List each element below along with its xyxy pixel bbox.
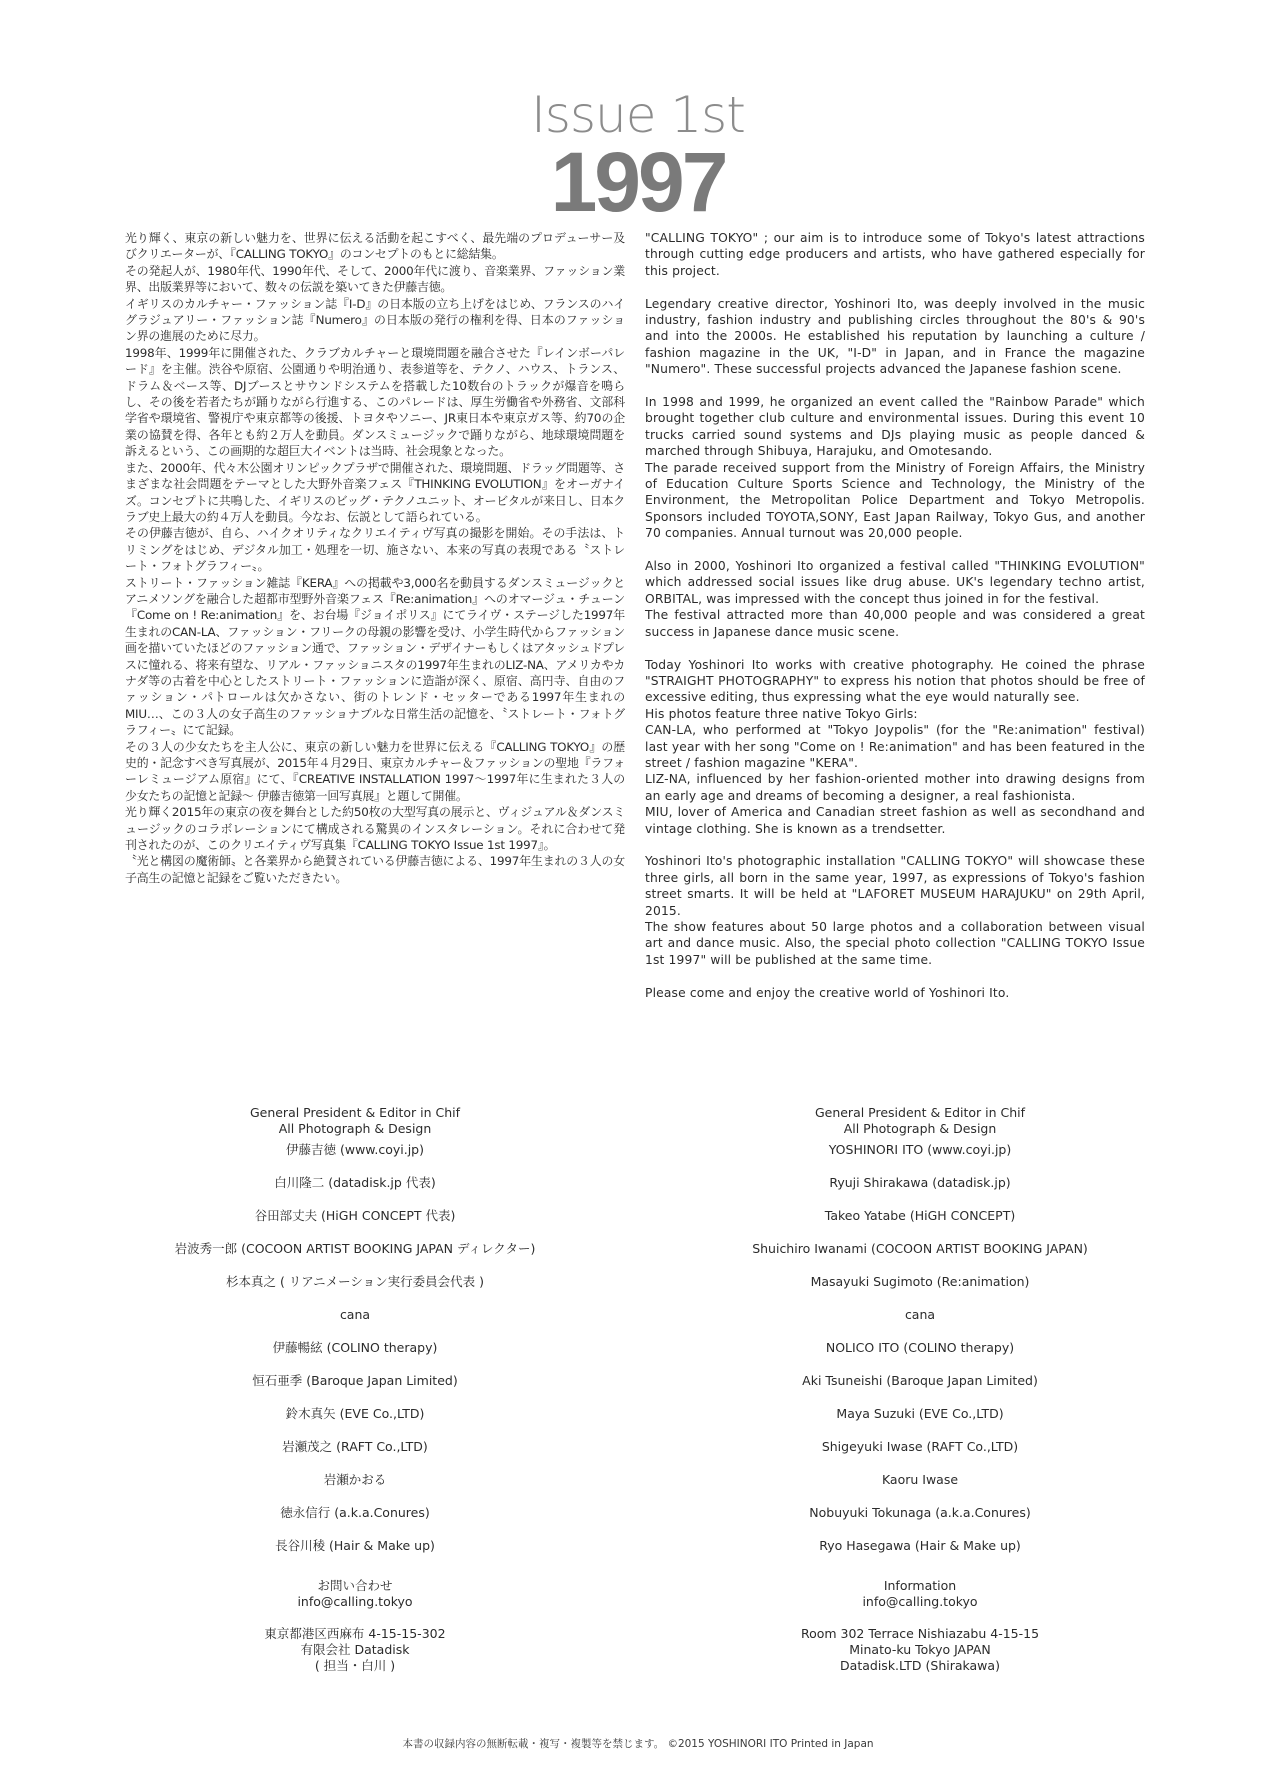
contact-address-line: 東京都港区西麻布 4-15-15-302 bbox=[264, 1626, 446, 1641]
credit-line: 白川隆二 (datadisk.jp 代表) bbox=[274, 1175, 436, 1190]
credit-line: 伊藤吉徳 (www.coyi.jp) bbox=[286, 1142, 424, 1157]
copyright-footer: 本書の収録内容の無断転載・複写・複製等を禁じます。 ©2015 YOSHINORI ITO Printed in Japan bbox=[402, 1738, 874, 1750]
jp-paragraph: 1998年、1999年に開催された、クラブカルチャーと環境問題を融合させた『レインボーパレード』を主催。渋谷や原宿、公園通りや明治通り、表参道等を、テクノ、ハウス、トランス、ドラム＆ベース等、DJブースとサウンドシステムを搭載した10数台のトラックが爆音を鳴らし、その後を若者たちが踊りながら行進する、このパレードは、厚生労働省や外務省、文部科学省や環境省、警視庁や東京都等の後援、トヨタやソニー、JR東日本や東京ガス等、約70の企業の協賛を得、各年とも約２万人を動員。ダンスミュージックで踊りながら、地球環境問題を訴えるという、この画期的な超巨大イベントは当時、社会現象となった。 bbox=[125, 345, 625, 459]
contact-label: Information bbox=[883, 1578, 957, 1593]
jp-paragraph: また、2000年、代々木公園オリンピックプラザで開催された、環境問題、ドラッグ問題等、さまざまな社会問題をテーマとした大野外音楽フェス『THINKING EVOLUTION』をオーガナイズ。コンセプトに共鳴した、イギリスのビッグ・テクノユニット、オービタルが来日し、日本クラブ史上最大の約４万人を動員。今なお、伝説として語られている。 bbox=[125, 460, 625, 524]
en-paragraph: "CALLING TOKYO" ; our aim is to introduce some of Tokyo's latest attractions through cutting edge producers and artists, who have gathered especially for this project. bbox=[645, 231, 1145, 278]
issue-label: Issue 1st bbox=[531, 86, 745, 144]
contact-english bbox=[640, 1578, 1200, 1674]
english-column bbox=[645, 230, 1145, 1001]
credit-line: cana bbox=[339, 1307, 371, 1322]
en-paragraph: Also in 2000, Yoshinori Ito organized a festival called "THINKING EVOLUTION" which addressed social issues like drug abuse. UK's legendary techno artist, ORBITAL, was impressed with the concept thus joined in for the festival. bbox=[645, 559, 1145, 606]
credits-heading-line2: All Photograph & Design bbox=[278, 1121, 432, 1136]
en-paragraph: Yoshinori Ito's photographic installation "CALLING TOKYO" will showcase these three girls, all born in the same year, 1997, as expressions of Tokyo's fashion street smarts. It will be held at "LAFORET MUSEUM HARAJUKU" on 29th April, 2015. bbox=[645, 854, 1145, 918]
credit-line: Aki Tsuneishi (Baroque Japan Limited) bbox=[802, 1373, 1038, 1388]
credit-line: 岩波秀一郎 (COCOON ARTIST BOOKING JAPAN ディレクター) bbox=[174, 1241, 536, 1256]
credit-line: YOSHINORI ITO (www.coyi.jp) bbox=[828, 1142, 1012, 1157]
jp-paragraph: 〝光と構図の魔術師〟と各業界から絶賛されている伊藤吉徳による、1997年生まれの３人の女子高生の記憶と記録をご覧いただきたい。 bbox=[125, 854, 625, 885]
credit-line: 長谷川稜 (Hair & Make up) bbox=[275, 1538, 435, 1553]
en-paragraph: The festival attracted more than 40,000 people and was considered a great success in Japanese dance music scene. bbox=[645, 608, 1145, 639]
credit-line: Ryo Hasegawa (Hair & Make up) bbox=[819, 1538, 1021, 1553]
contact-address-line: Minato-ku Tokyo JAPAN bbox=[849, 1642, 991, 1657]
credits-heading-line1: General President & Editor in Chif bbox=[249, 1105, 461, 1120]
en-paragraph: His photos feature three native Tokyo Girls: bbox=[645, 706, 918, 721]
en-paragraph: Legendary creative director, Yoshinori Ito, was deeply involved in the music industry, fashion industry and publishing circles throughout the 80's & 90's and into the 2000s. He established his reputation by launching a culture / fashion magazine in the UK, "I-D" in Japan, and in France the magazine "Numero". These successful projects advanced the Japanese fashion scene. bbox=[645, 296, 1145, 377]
japanese-column bbox=[125, 230, 625, 886]
credit-line: 徳永信行 (a.k.a.Conures) bbox=[280, 1505, 430, 1520]
contact-person: ( 担当・白川 ) bbox=[314, 1658, 396, 1673]
contact-label: お問い合わせ bbox=[317, 1578, 393, 1593]
credit-line: Nobuyuki Tokunaga (a.k.a.Conures) bbox=[809, 1505, 1031, 1520]
credit-line: NOLICO ITO (COLINO therapy) bbox=[825, 1340, 1015, 1355]
contact-company: 有限会社 Datadisk bbox=[300, 1642, 410, 1657]
jp-paragraph: 光り輝く、東京の新しい魅力を、世界に伝える活動を起こすべく、最先端のプロデューサー及びクリエーターが、『CALLING TOKYO』のコンセプトのもとに総結集。 bbox=[125, 231, 625, 262]
en-paragraph: The parade received support from the Ministry of Foreign Affairs, the Ministry of Education Culture Sports Science and Technology, the Ministry of the Environment, the Metropolitan Police Department and Tokyo Metropolis. Sponsors included TOYOTA,SONY, East Japan Railway, Tokyo Gus, and another 70 companies. Annual turnout was 20,000 people. bbox=[645, 460, 1145, 541]
credit-line: 鈴木真矢 (EVE Co.,LTD) bbox=[285, 1406, 425, 1421]
credits-heading-line2: All Photograph & Design bbox=[843, 1121, 997, 1136]
credit-line: 杉本真之 ( リアニメーション実行委員会代表 ) bbox=[225, 1274, 485, 1289]
en-paragraph: CAN-LA, who performed at "Tokyo Joypolis" (for the "Re:animation" festival) last year with her song "Come on ! Re:animation" and has been featured in the street / fashion magazine "KERA". bbox=[645, 723, 1145, 770]
credit-line: Kaoru Iwase bbox=[881, 1472, 959, 1487]
credit-line: 恒石亜季 (Baroque Japan Limited) bbox=[252, 1373, 458, 1388]
credit-line: Ryuji Shirakawa (datadisk.jp) bbox=[829, 1175, 1011, 1190]
contact-company: Datadisk.LTD (Shirakawa) bbox=[840, 1658, 1000, 1673]
credit-line: 岩瀬茂之 (RAFT Co.,LTD) bbox=[282, 1439, 428, 1454]
jp-paragraph: イギリスのカルチャー・ファッション誌『I-D』の日本版の立ち上げをはじめ、フランスのハイグラジュアリー・ファッション誌『Numero』の日本版の発行の権利を得、日本のファッション界の進展のために尽力。 bbox=[125, 296, 625, 344]
credits-heading-line1: General President & Editor in Chif bbox=[814, 1105, 1026, 1120]
jp-paragraph: その伊藤吉徳が、自ら、ハイクオリティなクリエイティヴ写真の撮影を開始。その手法は、トリミングをはじめ、デジタル加工・処理を一切、施さない、本来の写真の表現である〝ストレート・フォトグラフィー〟。 bbox=[125, 526, 625, 574]
en-paragraph: The show features about 50 large photos and a collaboration between visual art and dance music. Also, the special photo collection "CALLING TOKYO Issue 1st 1997" will be published at the same time. bbox=[645, 919, 1145, 967]
credit-line: 伊藤暢絃 (COLINO therapy) bbox=[272, 1340, 438, 1355]
credit-line: Shuichiro Iwanami (COCOON ARTIST BOOKING JAPAN) bbox=[752, 1241, 1088, 1256]
en-paragraph: MIU, lover of America and Canadian street fashion as well as secondhand and vintage clothing. She is known as a trendsetter. bbox=[645, 805, 1145, 836]
contact-email[interactable]: info@calling.tokyo bbox=[862, 1594, 978, 1609]
credit-line: Maya Suzuki (EVE Co.,LTD) bbox=[836, 1406, 1004, 1421]
jp-paragraph: ストリート・ファッション雑誌『KERA』への掲載や3,000名を動員するダンスミュージックとアニメソングを融合した超都市型野外音楽フェス『Re:animation』へのオマージュ・チューン『Come on ! Re:animation』を、お台場『ジョイポリス』にてライヴ・ステージした1997年生まれのCAN-LA、ファッション・フリークの母親の影響を受け、小学生時代からファッション画を描いていたほどのファッション通で、ファッション・デザイナーもしくはアタッシュドプレスに憧れる、将来有望な、リアル・ファッショニスタの1997年生まれのLIZ-NA、アメリカやカナダ等の古着を中心としたストリート・ファッションに造詣が深く、原宿、高円寺、自由のファッション・パトロールは欠かさない、街のトレンド・セッターである1997年生まれのMIU…、この３人の女子高生のファッショナブルな日常生活の記憶を、〝ストレート・フォトグラフィー〟にて記録。 bbox=[125, 575, 625, 738]
en-paragraph: Today Yoshinori Ito works with creative photography. He coined the phrase "STRAIGHT PHOTOGRAPHY" to express his notion that photos should be free of excessive editing, thus expressing what the eye would naturally see. bbox=[645, 657, 1145, 705]
jp-paragraph: 光り輝く2015年の東京の夜を舞台とした約50枚の大型写真の展示と、ヴィジュアル＆ダンスミュージックのコラボレーションにて構成される驚異のインスタレーション。それに合わせて発刊されたのが、このクリエイティヴ写真集『CALLING TOKYO Issue 1st 1997』。 bbox=[125, 805, 625, 853]
contact-japanese bbox=[75, 1578, 635, 1674]
credit-line: 谷田部丈夫 (HiGH CONCEPT 代表) bbox=[254, 1208, 456, 1223]
en-paragraph: In 1998 and 1999, he organized an event called the "Rainbow Parade" which brought together club culture and environmental issues. During this event 10 trucks carried sound systems and DJs playing music as people danced & marched through Shibuya, Harajuku, and Omotesando. bbox=[645, 395, 1145, 459]
credit-line: cana bbox=[904, 1307, 936, 1322]
credits-japanese bbox=[75, 1105, 635, 1571]
en-paragraph: Please come and enjoy the creative world of Yoshinori Ito. bbox=[645, 985, 1010, 1000]
issue-year: 1997 bbox=[550, 135, 726, 229]
en-paragraph: LIZ-NA, influenced by her fashion-oriented mother into drawing designs from an early age and dreams of becoming a designer, a real fashionista. bbox=[645, 772, 1145, 803]
jp-paragraph: その３人の少女たちを主人公に、東京の新しい魅力を世界に伝える『CALLING TOKYO』の歴史的・記念すべき写真展が、2015年４月29日、東京カルチャー＆ファッションの聖地『ラフォーレミュージアム原宿』にて、『CREATIVE INSTALLATION 1997～1997年に生まれた３人の少女たちの記憶と記録～ 伊藤吉徳第一回写真展』と題して開催。 bbox=[125, 739, 625, 803]
jp-paragraph: その発起人が、1980年代、1990年代、そして、2000年代に渡り、音楽業界、ファッション業界、出版業界等において、数々の伝説を築いてきた伊藤吉徳。 bbox=[125, 263, 625, 295]
credit-line: Masayuki Sugimoto (Re:animation) bbox=[810, 1274, 1030, 1289]
credits-english bbox=[640, 1105, 1200, 1571]
contact-email[interactable]: info@calling.tokyo bbox=[297, 1594, 413, 1609]
credit-line: Takeo Yatabe (HiGH CONCEPT) bbox=[824, 1208, 1016, 1223]
credit-line: Shigeyuki Iwase (RAFT Co.,LTD) bbox=[821, 1439, 1019, 1454]
contact-address-line: Room 302 Terrace Nishiazabu 4-15-15 bbox=[800, 1626, 1040, 1641]
page-header bbox=[0, 86, 1276, 229]
credit-line: 岩瀬かおる bbox=[323, 1472, 387, 1487]
